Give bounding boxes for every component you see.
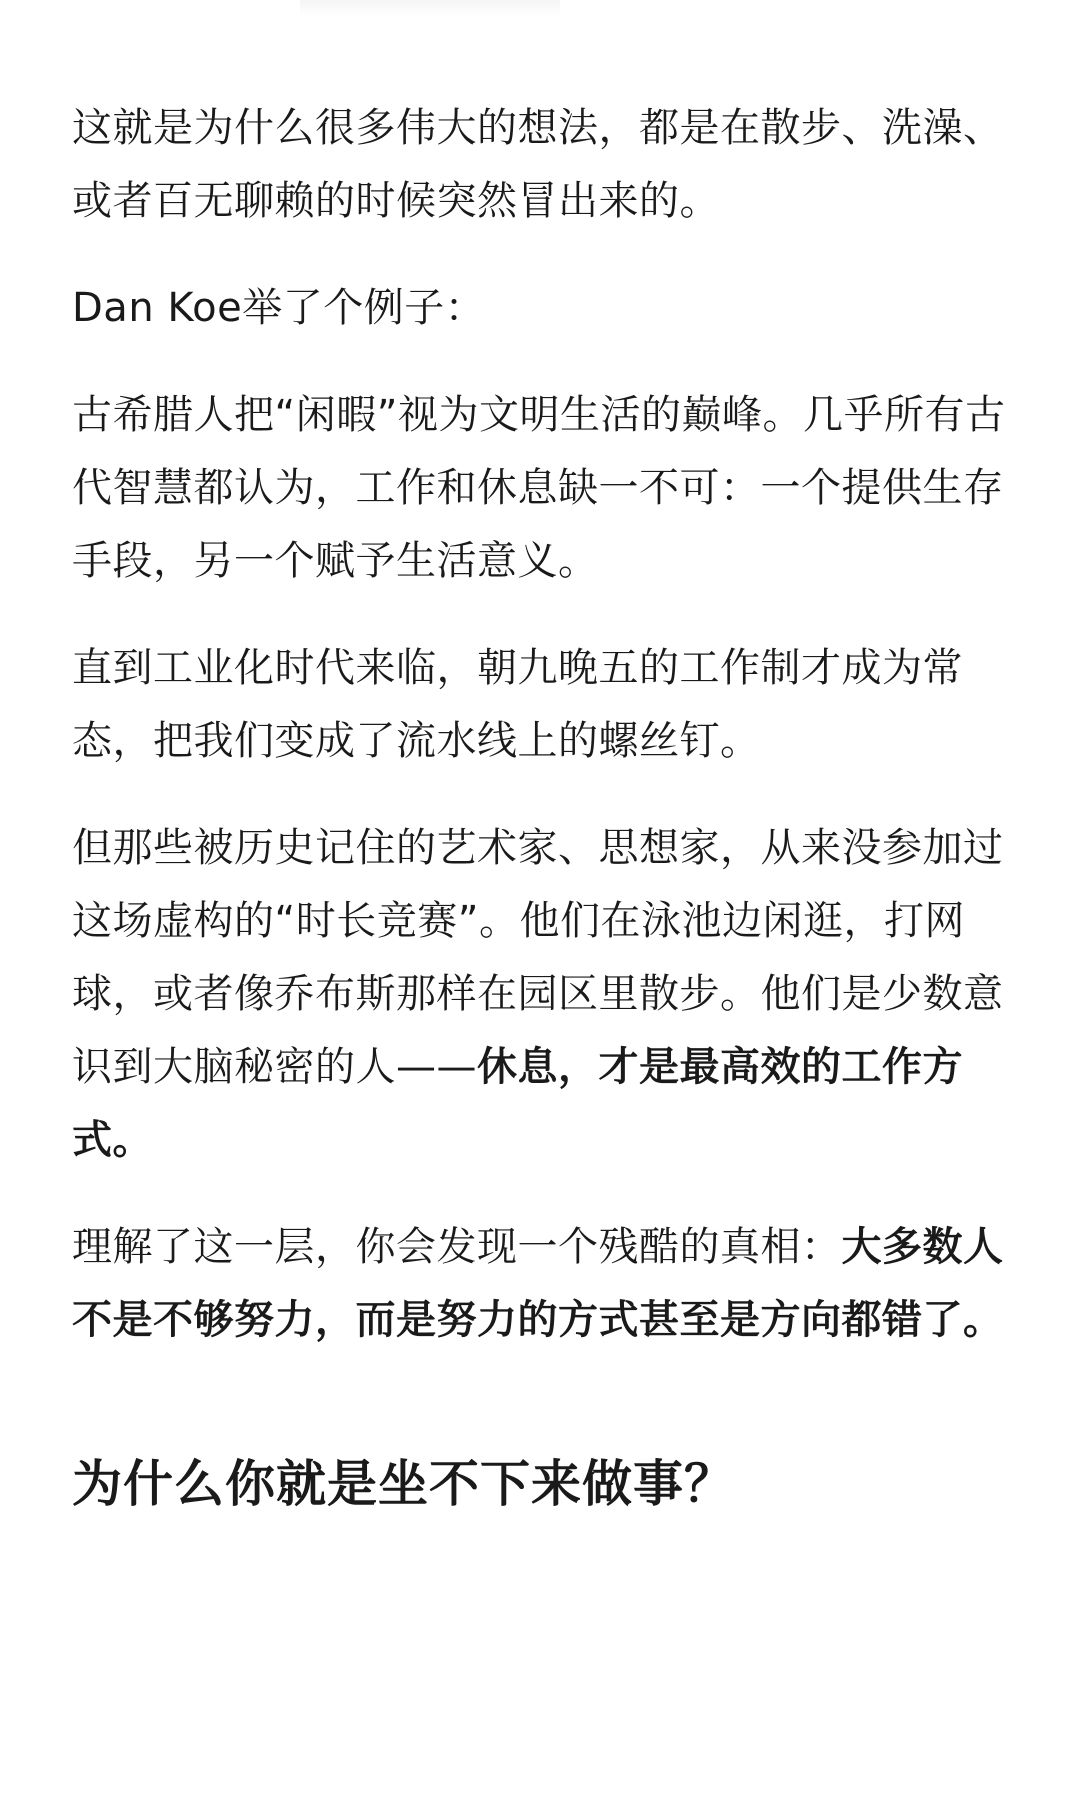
- paragraph-bold-text: 休息，才是最高效的工作方式。: [72, 1044, 963, 1163]
- paragraph-bold-text: 大多数人不是不够努力，而是努力的方式甚至是方向都错了。: [72, 1224, 1004, 1343]
- paragraph-text: 理解了这一层，你会发现一个残酷的真相：: [72, 1224, 842, 1270]
- paragraph-text: 古希腊人把“闲暇”视为文明生活的巅峰。几乎所有古代智慧都认为，工作和休息缺一不可：一个提供生存手段，另一个赋予生活意义。: [72, 392, 1006, 584]
- paragraph-text: 但那些被历史记住的艺术家、思想家，从来没参加过这场虚构的“时长竞赛”。他们在泳池边闲逛，打网球，或者像乔布斯那样在园区里散步。他们是少数意识到大脑秘密的人——: [72, 825, 1004, 1090]
- paragraph-text: 直到工业化时代来临，朝九晚五的工作制才成为常态，把我们变成了流水线上的螺丝钉。: [72, 645, 963, 764]
- paragraph-dan-koe: [72, 272, 1020, 345]
- paragraph-ideas: [72, 92, 1020, 238]
- section-heading: 为什么你就是坐不下来做事？: [72, 1455, 735, 1513]
- paragraph-artists-thinkers: [72, 812, 1020, 1177]
- article-body: [72, 92, 1020, 1519]
- paragraph-industrial-age: [72, 632, 1020, 778]
- paragraph-cruel-truth: [72, 1211, 1020, 1357]
- paragraph-text: Dan Koe举了个例子：: [72, 285, 486, 331]
- paragraph-text: 这就是为什么很多伟大的想法，都是在散步、洗澡、或者百无聊赖的时候突然冒出来的。: [72, 105, 1004, 224]
- top-faded-strip: [300, 0, 560, 16]
- paragraph-ancient-greece: [72, 379, 1020, 598]
